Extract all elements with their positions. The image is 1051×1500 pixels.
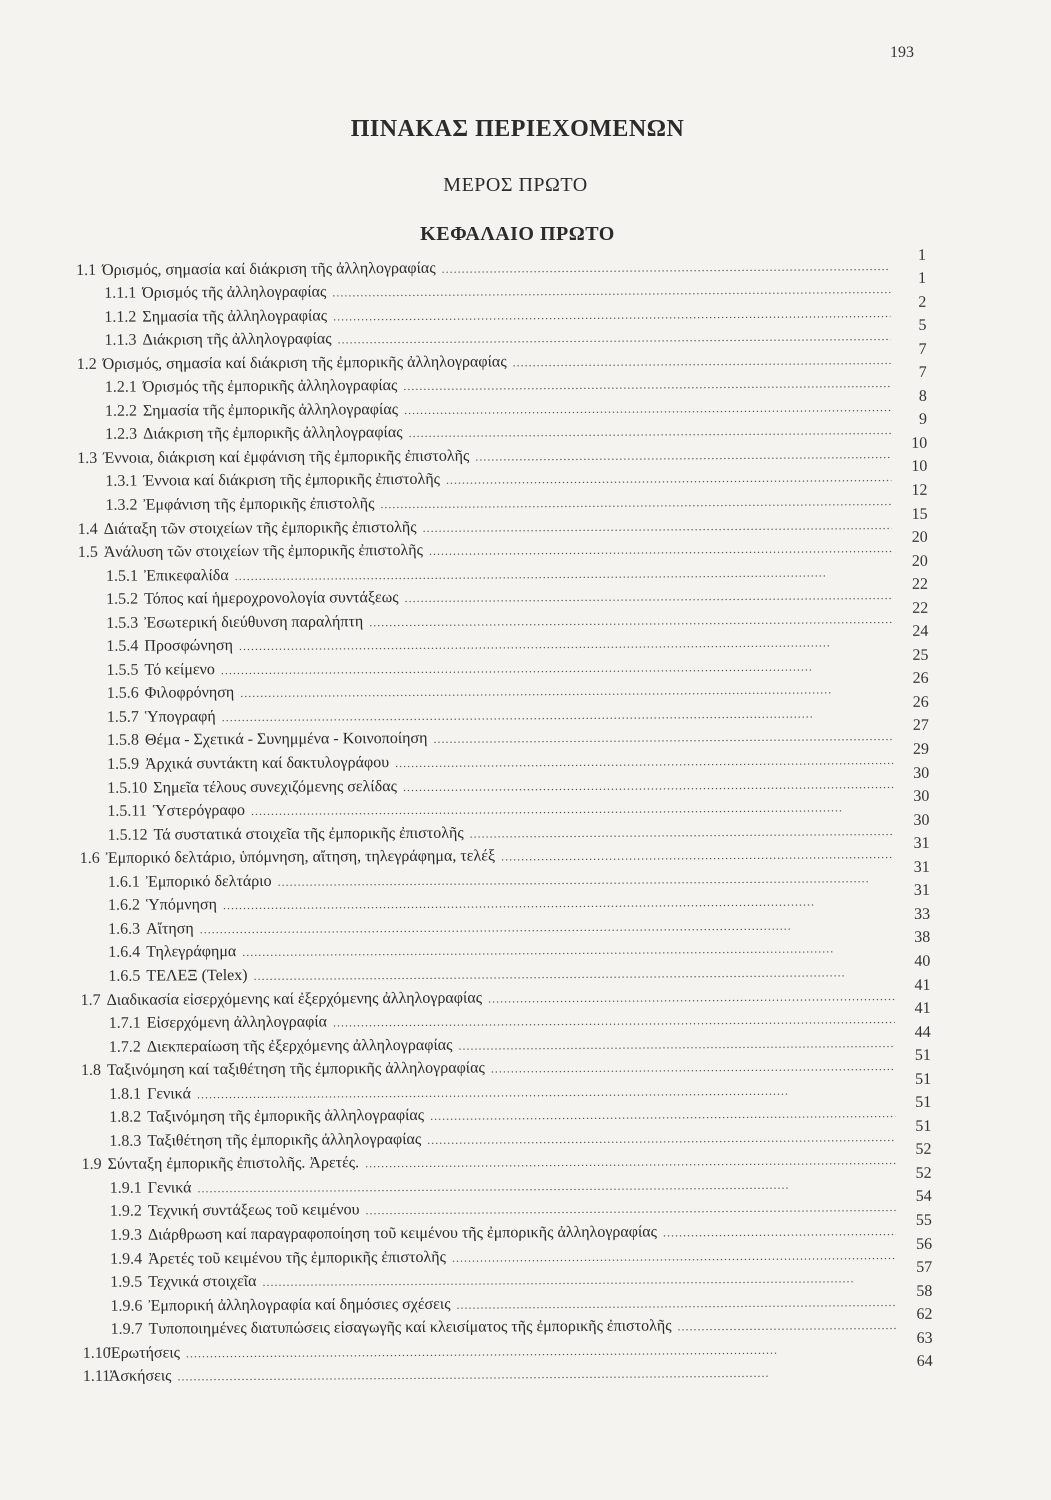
dot-leader <box>423 519 892 534</box>
toc-entry-title: Ταξινόμηση καί ταξιθέτηση τῆς ἐμπορικῆς ἀλληλογραφίας <box>106 1059 485 1079</box>
toc-entry-page: 20 <box>911 528 928 547</box>
toc-entry-number: 1.1.2 <box>104 308 137 326</box>
dot-leader <box>254 966 895 982</box>
toc-entry-page: 52 <box>915 1164 932 1182</box>
toc-entry-page: 51 <box>914 1046 931 1065</box>
toc-entry-title: Όρισμός τῆς ἐμπορικῆς ἀλληλογραφίας <box>142 377 398 396</box>
dot-leader <box>240 683 892 699</box>
toc-entry-number: 1.6 <box>79 850 100 868</box>
toc-entry-title: Σημασία τῆς ἀλληλογραφίας <box>142 307 328 326</box>
dot-leader <box>365 1154 895 1169</box>
dot-leader <box>501 848 894 862</box>
toc-entry-title: Ὑπογραφή <box>144 708 216 726</box>
toc-entry-title: Διάκριση τῆς ἀλληλογραφίας <box>142 330 332 349</box>
toc-entry-number: 1.2.1 <box>104 378 137 397</box>
dot-leader <box>405 589 893 604</box>
toc-entry-page: 12 <box>911 481 928 499</box>
toc-entry-page: 40 <box>914 952 931 970</box>
toc-entry-number: 1.8.1 <box>109 1085 142 1103</box>
toc-entry-number: 1.5.10 <box>107 779 148 797</box>
toc-entry-page: 15 <box>911 505 928 523</box>
toc-entry-number: 1.5.4 <box>106 637 139 656</box>
toc-entry-number: 1.5.11 <box>107 802 147 820</box>
toc-entry-page: 10 <box>911 434 928 452</box>
toc-entry-number: 1.8.3 <box>109 1132 142 1150</box>
toc-entry-title: Ἀρχικά συντάκτη καί δακτυλογράφου <box>145 754 390 773</box>
toc-entry-number: 1.11 <box>82 1368 111 1386</box>
toc-entry-page: 56 <box>915 1235 933 1253</box>
toc-entry-title: Διάταξη τῶν στοιχείων τῆς ἐμπορικῆς ἐπιστολῆς <box>103 518 417 538</box>
toc-entry-page: 51 <box>914 1070 932 1088</box>
toc-entry-page: 58 <box>916 1282 933 1300</box>
toc-entry-title: Ἀρετές τοῦ κειμένου τῆς ἐμπορικῆς ἐπιστολῆς <box>148 1248 446 1268</box>
toc-entry-page: 55 <box>915 1211 932 1229</box>
dot-leader <box>409 424 892 439</box>
dot-leader <box>663 1225 896 1238</box>
dot-leader <box>427 1131 895 1146</box>
toc-entry-number: 1.5.5 <box>106 661 139 679</box>
dot-leader <box>177 1366 896 1382</box>
dot-leader <box>242 942 894 958</box>
toc-entry-page: 8 <box>918 387 927 405</box>
toc-entry-page: 7 <box>918 364 927 382</box>
dot-leader <box>446 471 891 486</box>
toc-entry-title: Ἐσωτερική διεύθυνση παραλήπτη <box>144 613 364 632</box>
toc-entry-title: Ὑστερόγραφο <box>152 802 246 820</box>
toc-entry-title: Διαδικασία εἰσερχόμενης καί ἐξερχόμενης ἀλληλογραφίας <box>106 989 483 1009</box>
toc-entry-title: Διεκπεραίωση τῆς ἐξερχόμενης ἀλληλογραφίας <box>146 1036 453 1056</box>
toc-entry-page: 1 <box>918 269 927 287</box>
dot-leader <box>491 1060 895 1074</box>
toc-entry-title: Ἐμπορική ἀλληλογραφία καί δημόσιες σχέσεις <box>148 1295 451 1315</box>
toc-entry-title: Φιλοφρόνηση <box>144 684 235 702</box>
dot-leader <box>369 613 892 628</box>
toc-entry-title: Ἐμπορικό δελτάριο, ὑπόμνηση, αἴτηση, τηλεγράφημα, τελέξ <box>105 847 496 868</box>
chapter-heading: ΚΕΦΑΛΑΙΟ ΠΡΩΤΟ <box>420 223 615 245</box>
toc-entry-title: Ἐμφάνιση τῆς ἐμπορικῆς ἐπιστολῆς <box>143 495 375 514</box>
toc-entry-title: Ἐρωτήσεις <box>108 1344 181 1362</box>
toc-entry-page: 2 <box>918 293 927 311</box>
toc-entry-page: 30 <box>913 811 930 829</box>
toc-entry-page: 26 <box>912 693 929 711</box>
toc-entry-number: 1.9 <box>81 1156 102 1174</box>
toc-entry-page: 31 <box>913 858 930 876</box>
toc-entry-title: Τηλεγράφημα <box>146 943 237 961</box>
toc-entry-title: Ἐπικεφαλίδα <box>143 566 229 585</box>
toc-entry-page: 52 <box>915 1141 932 1159</box>
dot-leader <box>333 1013 895 1028</box>
dot-leader <box>221 660 893 676</box>
toc-entry-page: 24 <box>912 623 929 641</box>
toc-entry-number: 1.6.1 <box>107 873 140 891</box>
toc-entry-title: Όρισμός τῆς ἀλληλογραφίας <box>142 283 327 302</box>
toc-entry-number: 1.8 <box>80 1062 102 1080</box>
toc-entry-title: Τά συστατικά στοιχεῖα τῆς ἐμπορικῆς ἐπιστολῆς <box>153 824 464 844</box>
toc-entry-number: 1.7 <box>80 991 101 1009</box>
toc-entry-number: 1.5.2 <box>106 590 139 609</box>
toc-entry-title: Γενικά <box>147 1179 192 1197</box>
toc-entry-number: 1.5.8 <box>106 732 140 750</box>
toc-entry-number: 1.5.3 <box>106 614 139 632</box>
toc-entry-title: Διάκριση τῆς ἐμπορικῆς ἀλληλογραφίας <box>143 424 403 443</box>
dot-leader <box>430 1107 895 1122</box>
toc-entry-page: 1 <box>917 246 927 264</box>
toc-entry-title: Διάρθρωση καί παραγραφοποίηση τοῦ κειμένου τῆς ἐμπορικῆς ἀλληλογραφίας <box>147 1223 658 1244</box>
dot-leader <box>262 1272 896 1288</box>
toc-entry-page: 31 <box>913 882 930 900</box>
toc-entry-title: Τεχνική συντάξεως τοῦ κειμένου <box>147 1201 360 1221</box>
toc-entry-number: 1.1 <box>76 261 97 279</box>
dot-leader <box>404 401 891 416</box>
toc-entry-title: Σημασία τῆς ἐμπορικῆς ἀλληλογραφίας <box>142 400 399 420</box>
dot-leader <box>403 778 893 793</box>
toc-entry-page: 27 <box>912 717 929 735</box>
dot-leader <box>513 354 891 368</box>
toc-entry-number: 1.6.4 <box>108 944 141 962</box>
dot-leader <box>677 1319 896 1332</box>
dot-leader <box>380 495 891 510</box>
toc-entry-title: Ταξινόμηση τῆς ἐμπορικῆς ἀλληλογραφίας <box>147 1107 425 1126</box>
toc-entry-page: 30 <box>913 787 930 806</box>
toc-entry-page: 41 <box>914 976 931 994</box>
dot-leader <box>403 377 891 392</box>
toc-entry-title: ΤΕΛΕΞ (Telex) <box>146 966 248 985</box>
toc-entry-page: 26 <box>912 670 929 688</box>
toc-entry-title: Τόπος καί ἡμερoχρονολογία συντάξεως <box>144 589 399 608</box>
toc-entry-page: 38 <box>914 929 931 947</box>
dot-leader <box>442 260 891 275</box>
dot-leader <box>251 801 893 817</box>
toc-entry-title: Εἰσερχόμενη ἀλληλογραφία <box>146 1013 328 1032</box>
toc-entry-number: 1.5.6 <box>106 685 139 703</box>
toc-entry-title: Σημεῖα τέλους συνεχιζόμενης σελίδας <box>153 777 397 797</box>
dot-leader <box>222 707 893 723</box>
dot-leader <box>200 919 894 935</box>
toc-entry-number: 1.7.2 <box>108 1038 141 1056</box>
toc-entry-number: 1.5 <box>77 543 98 562</box>
toc-entry-page: 33 <box>913 905 931 923</box>
toc-entry-page: 29 <box>912 740 930 758</box>
toc-entry-page: 20 <box>911 552 928 570</box>
toc-entry-number: 1.7.1 <box>108 1014 141 1032</box>
toc-entry-title: Τυποποιημένες διατυπώσεις εἰσαγωγῆς καί κλεισίματος τῆς ἐμπορικῆς ἐπιστολῆς <box>148 1317 672 1338</box>
toc-entry-number: 1.6.3 <box>108 920 141 938</box>
page-title: ΠΙΝΑΚΑΣ ΠΕΡΙΕΧΟΜΕΝΩΝ <box>350 116 685 142</box>
toc-entry-number: 1.9.6 <box>110 1297 143 1315</box>
part-heading: ΜΕΡΟΣ ΠΡΩΤΟ <box>443 174 588 196</box>
toc-entry-page: 30 <box>913 764 930 782</box>
toc-entry-title: Θέμα - Σχετικά - Συνημμένα - Κοινοποίηση <box>144 730 428 750</box>
toc-entry-number: 1.4 <box>77 520 98 538</box>
dot-leader <box>458 1037 894 1052</box>
dot-leader <box>278 872 894 888</box>
toc-entry-title: Ὑπόμνηση <box>145 896 218 914</box>
toc-entry-page: 41 <box>914 999 931 1017</box>
toc-entry-page: 51 <box>915 1094 932 1112</box>
dot-leader <box>452 1249 896 1264</box>
toc-entry-page: 64 <box>916 1353 933 1371</box>
toc-entry-title: Έννοια, διάκριση καί ἐμφάνιση τῆς ἐμπορικῆς ἐπιστολῆς <box>103 447 470 467</box>
toc-entry-number: 1.10 <box>82 1344 111 1362</box>
dot-leader <box>223 895 894 911</box>
toc-entry-number: 1.9.4 <box>110 1250 143 1268</box>
toc-entry-number: 1.2.2 <box>104 402 137 420</box>
toc-entry-title: Σύνταξη ἐμπορικῆς ἐπιστολῆς. Ἀρετές. <box>107 1154 360 1174</box>
toc-entry-title: Ἀνάλυση τῶν στοιχείων τῆς ἐμπορικῆς ἐπιστολῆς <box>103 541 424 561</box>
dot-leader <box>333 307 890 322</box>
toc-entry-title: Τό κείμενο <box>144 661 215 679</box>
toc-entry-page: 54 <box>915 1188 932 1206</box>
toc-entry-title: Ταξιθέτηση τῆς ἐμπορικῆς ἀλληλογραφίας <box>147 1130 422 1150</box>
toc-entry-number: 1.1.1 <box>104 284 137 302</box>
dot-leader <box>456 1296 896 1311</box>
toc-entry-page: 22 <box>912 599 929 617</box>
toc-entry-number: 1.3 <box>77 449 98 467</box>
toc-entry-page: 22 <box>911 576 929 594</box>
toc-entry-page: 62 <box>916 1305 933 1324</box>
toc-entry-page: 57 <box>916 1258 933 1276</box>
toc-entry-number: 1.9.2 <box>109 1203 142 1221</box>
toc-entry-page: 25 <box>912 646 929 664</box>
toc-entry-number: 1.1.3 <box>104 331 137 350</box>
toc-entry-number: 1.9.1 <box>109 1179 142 1197</box>
toc-entry-number: 1.2.3 <box>105 426 138 444</box>
dot-leader <box>433 731 893 746</box>
dot-leader <box>488 990 895 1004</box>
toc-entry-title: Έννοια καί διάκριση τῆς ἐμπορικῆς ἐπιστολῆς <box>143 471 441 491</box>
table-of-contents <box>76 246 933 1386</box>
dot-leader <box>429 542 892 557</box>
toc-entry-page: 9 <box>918 411 928 429</box>
toc-entry-page: 44 <box>914 1023 931 1041</box>
toc-entry-page: 63 <box>916 1329 933 1347</box>
toc-entry-page: 7 <box>918 340 927 358</box>
dot-leader <box>186 1343 897 1359</box>
dot-leader <box>235 566 892 582</box>
toc-entry-title: Αἴτηση <box>146 920 194 938</box>
dot-leader <box>338 330 891 345</box>
toc-entry-title: Ἐμπορικό δελτάριο <box>145 872 272 891</box>
toc-entry-number: 1.2 <box>76 355 97 373</box>
toc-entry-title: Γενικά <box>147 1085 191 1103</box>
page-number: 193 <box>890 44 914 61</box>
toc-entry-number: 1.5.1 <box>105 567 139 585</box>
toc-entry-number: 1.6.5 <box>108 967 141 985</box>
toc-entry-number: 1.3.2 <box>105 496 138 514</box>
dot-leader <box>365 1201 895 1216</box>
dot-leader <box>475 448 891 463</box>
toc-entry-number: 1.9.7 <box>110 1320 143 1338</box>
toc-entry-page: 5 <box>918 316 927 335</box>
dot-leader <box>470 825 894 840</box>
toc-entry-title: Όρισμός, σημασία καί διάκριση τῆς ἐμπορικῆς ἀλληλογραφίας <box>102 353 507 373</box>
toc-entry-page: 31 <box>913 835 930 853</box>
dot-leader <box>197 1178 895 1194</box>
toc-entry-title: Προσφώνηση <box>144 637 233 655</box>
toc-entry-number: 1.5.9 <box>107 755 140 773</box>
toc-entry-number: 1.6.2 <box>107 896 141 915</box>
toc-entry-page: 10 <box>911 458 928 476</box>
dot-leader <box>239 636 893 652</box>
toc-entry-number: 1.9.5 <box>110 1273 143 1291</box>
toc-entry-title: Τεχνικά στοιχεῖα <box>148 1272 257 1291</box>
dot-leader <box>332 283 890 298</box>
toc-entry-number: 1.5.12 <box>107 826 148 844</box>
toc-entry-number: 1.8.2 <box>109 1108 142 1127</box>
toc-entry-page: 51 <box>915 1117 932 1135</box>
toc-entry-number: 1.9.3 <box>109 1226 143 1244</box>
dot-leader <box>395 754 893 769</box>
dot-leader <box>197 1084 895 1100</box>
toc-entry-title: Όρισμός, σημασία καί διάκριση τῆς ἀλληλογραφίας <box>102 259 436 279</box>
toc-entry-number: 1.3.1 <box>105 473 138 491</box>
toc-entry-number: 1.5.7 <box>106 708 139 726</box>
toc-entry-title: Ἀσκήσεις <box>108 1367 172 1386</box>
